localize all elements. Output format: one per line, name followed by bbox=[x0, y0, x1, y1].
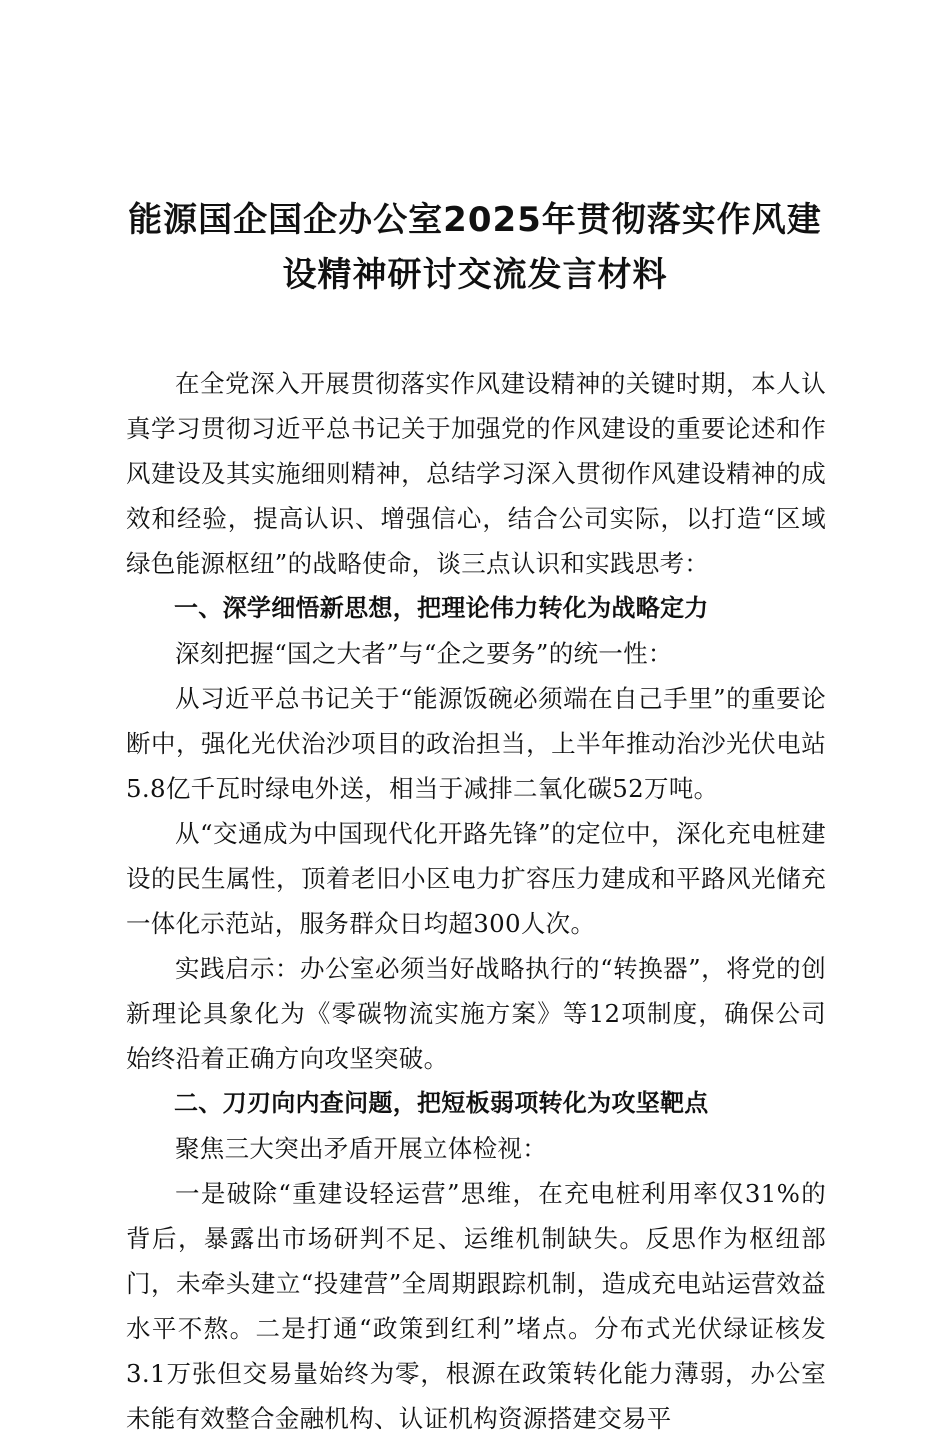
intro-paragraph: 在全党深入开展贯彻落实作风建设精神的关键时期，本人认真学习贯彻习近平总书记关于加强党的作风建设的重要论述和作风建设及其实施细则精神，总结学习深入贯彻作风建设精神的成效和经验，提高认识、增强信心，结合公司实际，以打造“区域绿色能源枢纽”的战略使命，谈三点认识和实践思考： bbox=[126, 369, 827, 578]
document-title-line-2: 设精神研讨交流发言材料 bbox=[282, 255, 668, 295]
document-title-line-1: 能源国企国企办公室2025年贯彻落实作风建 bbox=[128, 200, 822, 240]
section-heading-2: 二、刀刃向内查问题，把短板弱项转化为攻坚靶点 bbox=[174, 1089, 709, 1117]
document-body bbox=[126, 361, 826, 1441]
body-paragraph: 聚焦三大突出矛盾开展立体检视： bbox=[175, 1134, 547, 1163]
section-heading-1: 一、深学细悟新思想，把理论伟力转化为战略定力 bbox=[174, 594, 709, 622]
body-paragraph: 从“交通成为中国现代化开路先锋”的定位中，深化充电桩建设的民生属性，顶着老旧小区电力扩容压力建成和平路风光储充一体化示范站，服务群众日均超300人次。 bbox=[126, 819, 826, 938]
body-paragraph: 一是破除“重建设轻运营”思维，在充电桩利用率仅31%的背后，暴露出市场研判不足、运维机制缺失。反思作为枢纽部门，未牵头建立“投建营”全周期跟踪机制，造成充电站运营效益水平不熬。二是打通“政策到红利”堵点。分布式光伏绿证核发3.1万张但交易量始终为零，根源在政策转化能力薄弱，办公室未能有效整合金融机构、认证机构资源搭建交易平 bbox=[126, 1179, 826, 1433]
body-paragraph: 深刻把握“国之大者”与“企之要务”的统一性： bbox=[175, 639, 673, 668]
body-paragraph: 实践启示：办公室必须当好战略执行的“转换器”，将党的创新理论具象化为《零碳物流实施方案》等12项制度，确保公司始终沿着正确方向攻坚突破。 bbox=[126, 954, 826, 1073]
body-paragraph: 从习近平总书记关于“能源饭碗必须端在自己手里”的重要论断中，强化光伏治沙项目的政治担当，上半年推动治沙光伏电站5.8亿千瓦时绿电外送，相当于减排二氧化碳52万吨。 bbox=[126, 684, 826, 803]
